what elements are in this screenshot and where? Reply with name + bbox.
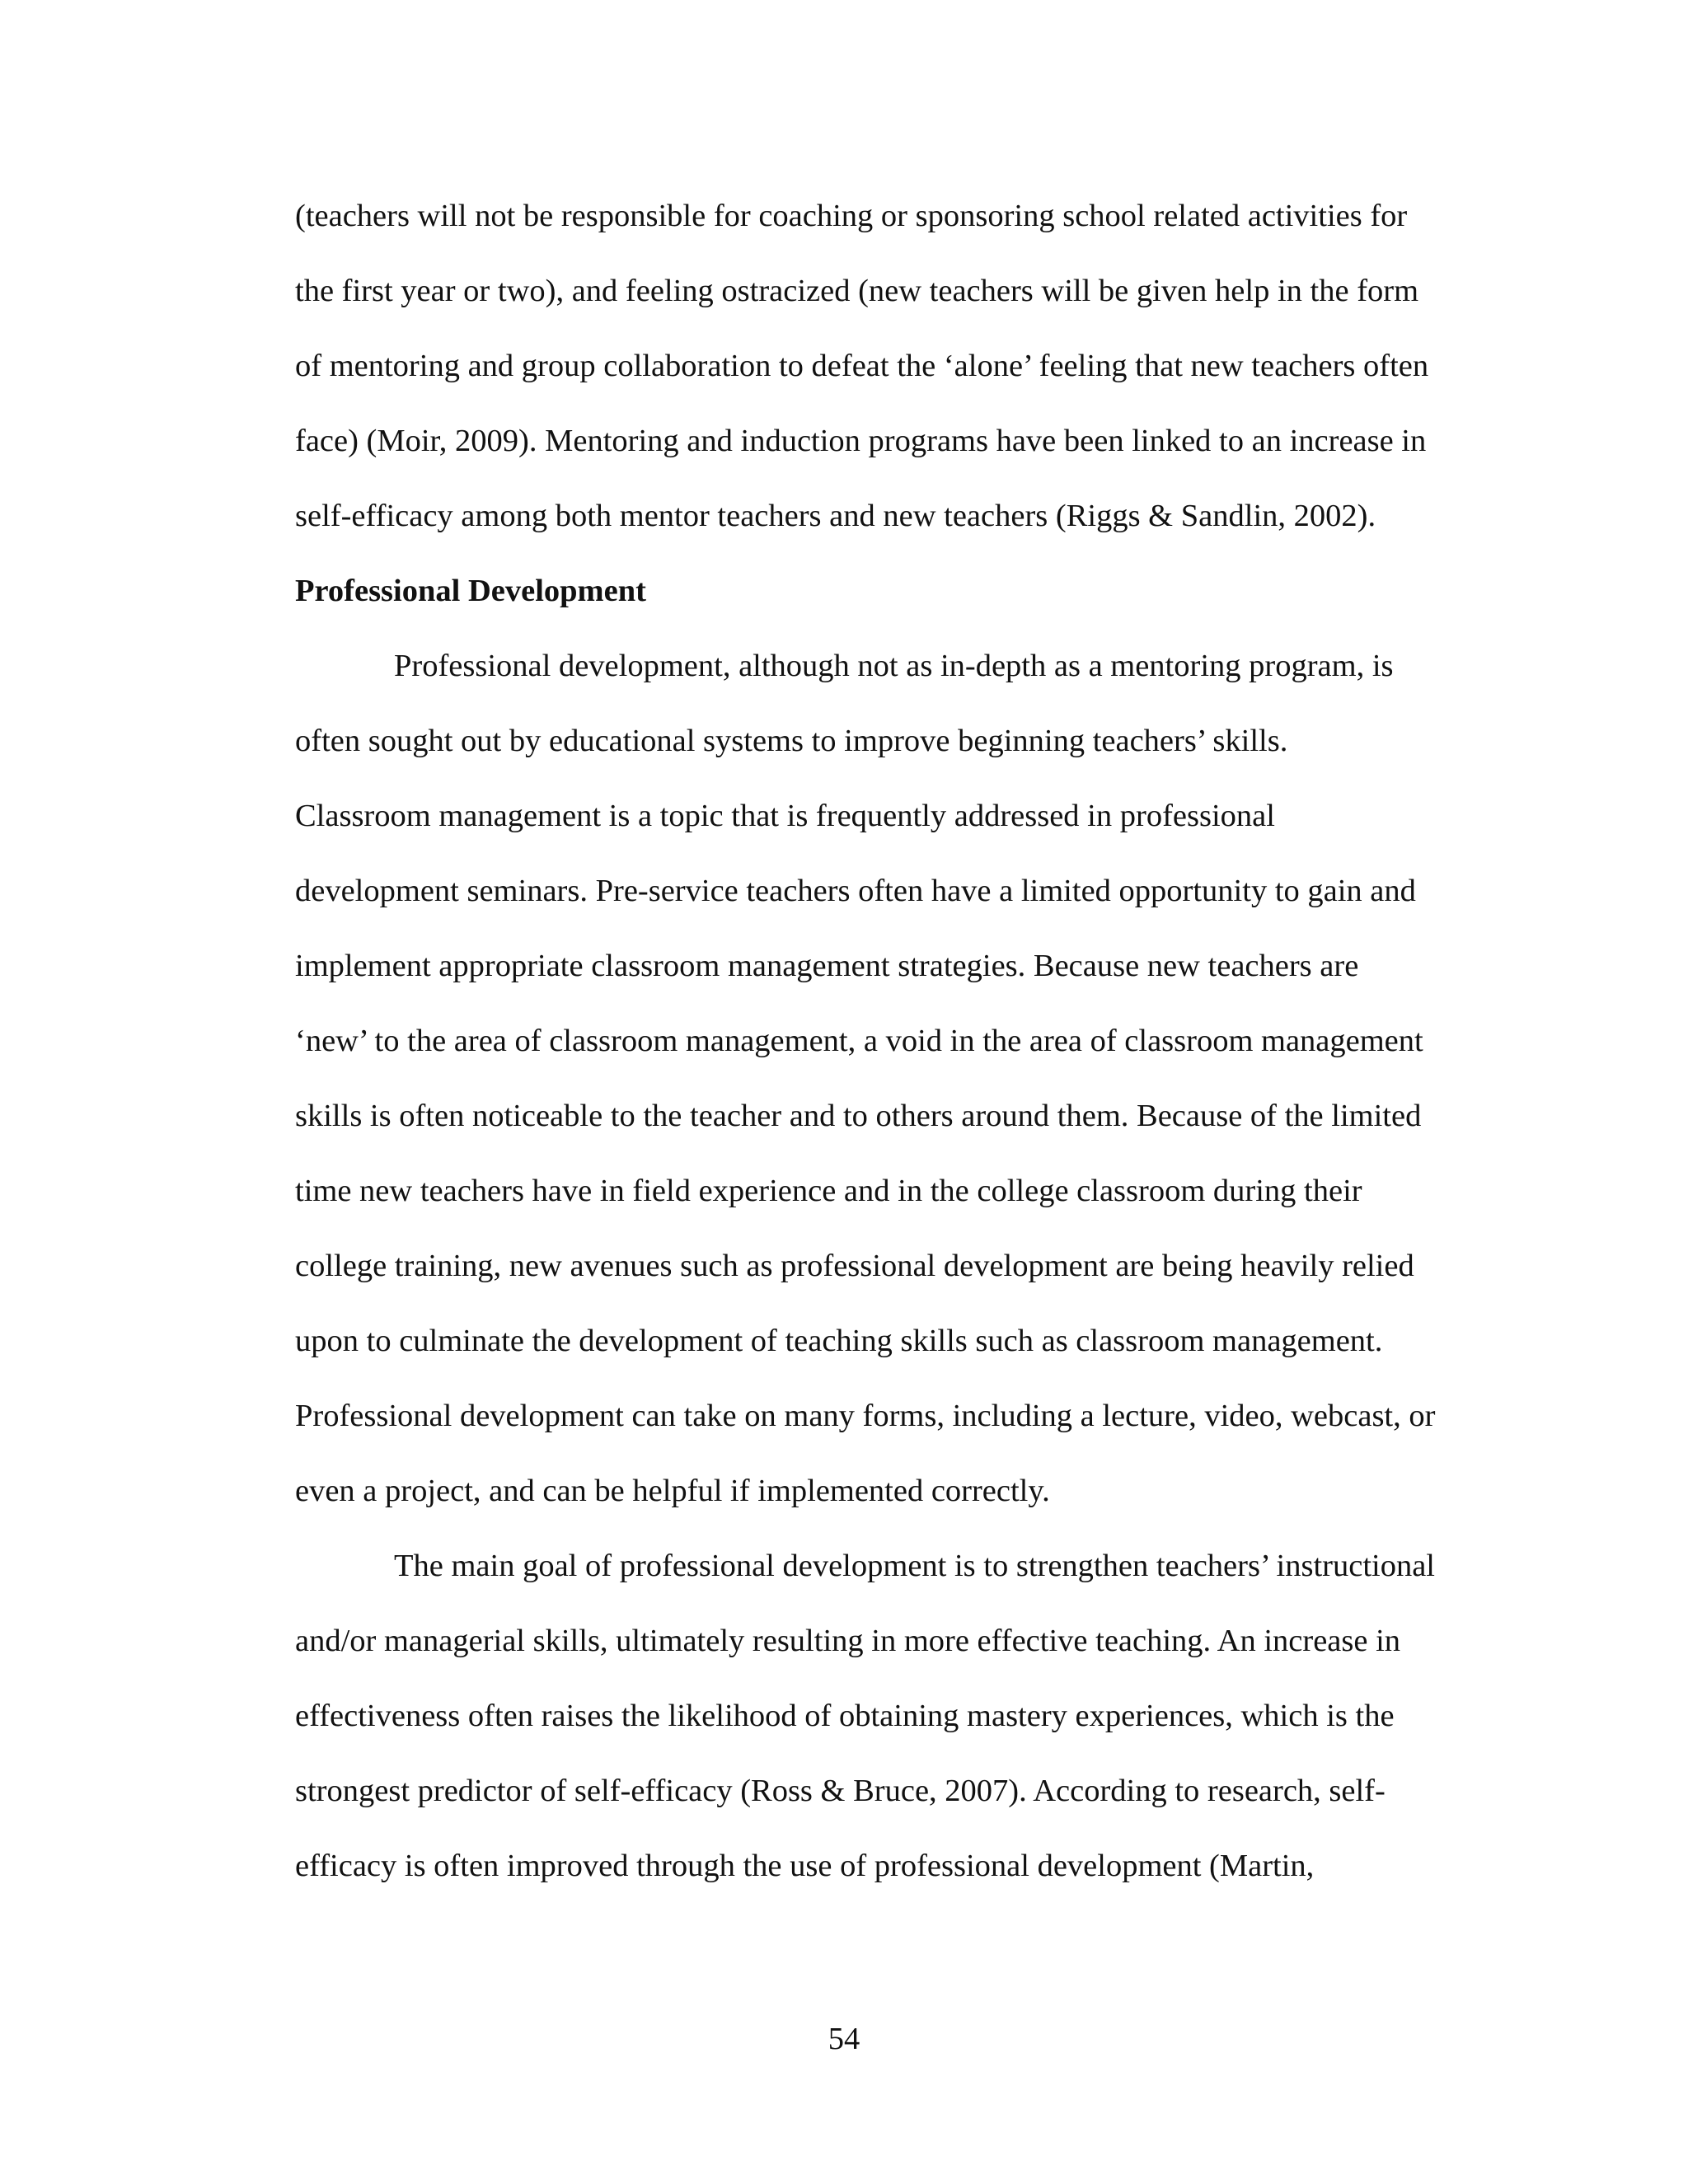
text-line: Professional development can take on many forms, including a lecture, video, webcast, or bbox=[295, 1399, 1436, 1433]
text-line: efficacy is often improved through the use of professional development (Martin, bbox=[295, 1849, 1315, 1883]
text-line: self-efficacy among both mentor teachers and new teachers (Riggs & Sandlin, 2002). bbox=[295, 499, 1376, 533]
text-line: and/or managerial skills, ultimately resulting in more effective teaching. An increase in bbox=[295, 1624, 1401, 1658]
paragraph-first-line: The main goal of professional development is to strengthen teachers’ instructional bbox=[394, 1549, 1435, 1583]
text-line: even a project, and can be helpful if implemented correctly. bbox=[295, 1474, 1050, 1508]
page-number: 54 bbox=[828, 2022, 860, 2056]
text-line: effectiveness often raises the likelihood of obtaining mastery experiences, which is the bbox=[295, 1699, 1395, 1733]
body-text bbox=[295, 188, 1482, 1913]
text-line: skills is often noticeable to the teacher and to others around them. Because of the limited bbox=[295, 1099, 1422, 1133]
text-line: often sought out by educational systems to improve beginning teachers’ skills. bbox=[295, 724, 1288, 758]
text-line: of mentoring and group collaboration to defeat the ‘alone’ feeling that new teachers often bbox=[295, 349, 1429, 383]
section-heading: Professional Development bbox=[295, 574, 646, 608]
text-line: face) (Moir, 2009). Mentoring and induction programs have been linked to an increase in bbox=[295, 424, 1427, 458]
paragraph-first-line: Professional development, although not as in-depth as a mentoring program, is bbox=[394, 649, 1394, 683]
text-line: ‘new’ to the area of classroom management, a void in the area of classroom management bbox=[295, 1024, 1423, 1058]
text-line: strongest predictor of self-efficacy (Ross & Bruce, 2007). According to research, self- bbox=[295, 1774, 1386, 1808]
text-line: implement appropriate classroom management strategies. Because new teachers are bbox=[295, 949, 1359, 983]
text-line: Classroom management is a topic that is frequently addressed in professional bbox=[295, 799, 1275, 833]
text-line: the first year or two), and feeling ostracized (new teachers will be given help in the form bbox=[295, 274, 1419, 308]
text-line: (teachers will not be responsible for coaching or sponsoring school related activities for bbox=[295, 199, 1408, 233]
text-line: upon to culminate the development of teaching skills such as classroom management. bbox=[295, 1324, 1383, 1358]
text-line: development seminars. Pre-service teachers often have a limited opportunity to gain and bbox=[295, 874, 1416, 908]
text-line: time new teachers have in field experience and in the college classroom during their bbox=[295, 1174, 1362, 1208]
text-line: college training, new avenues such as professional development are being heavily relied bbox=[295, 1249, 1414, 1283]
